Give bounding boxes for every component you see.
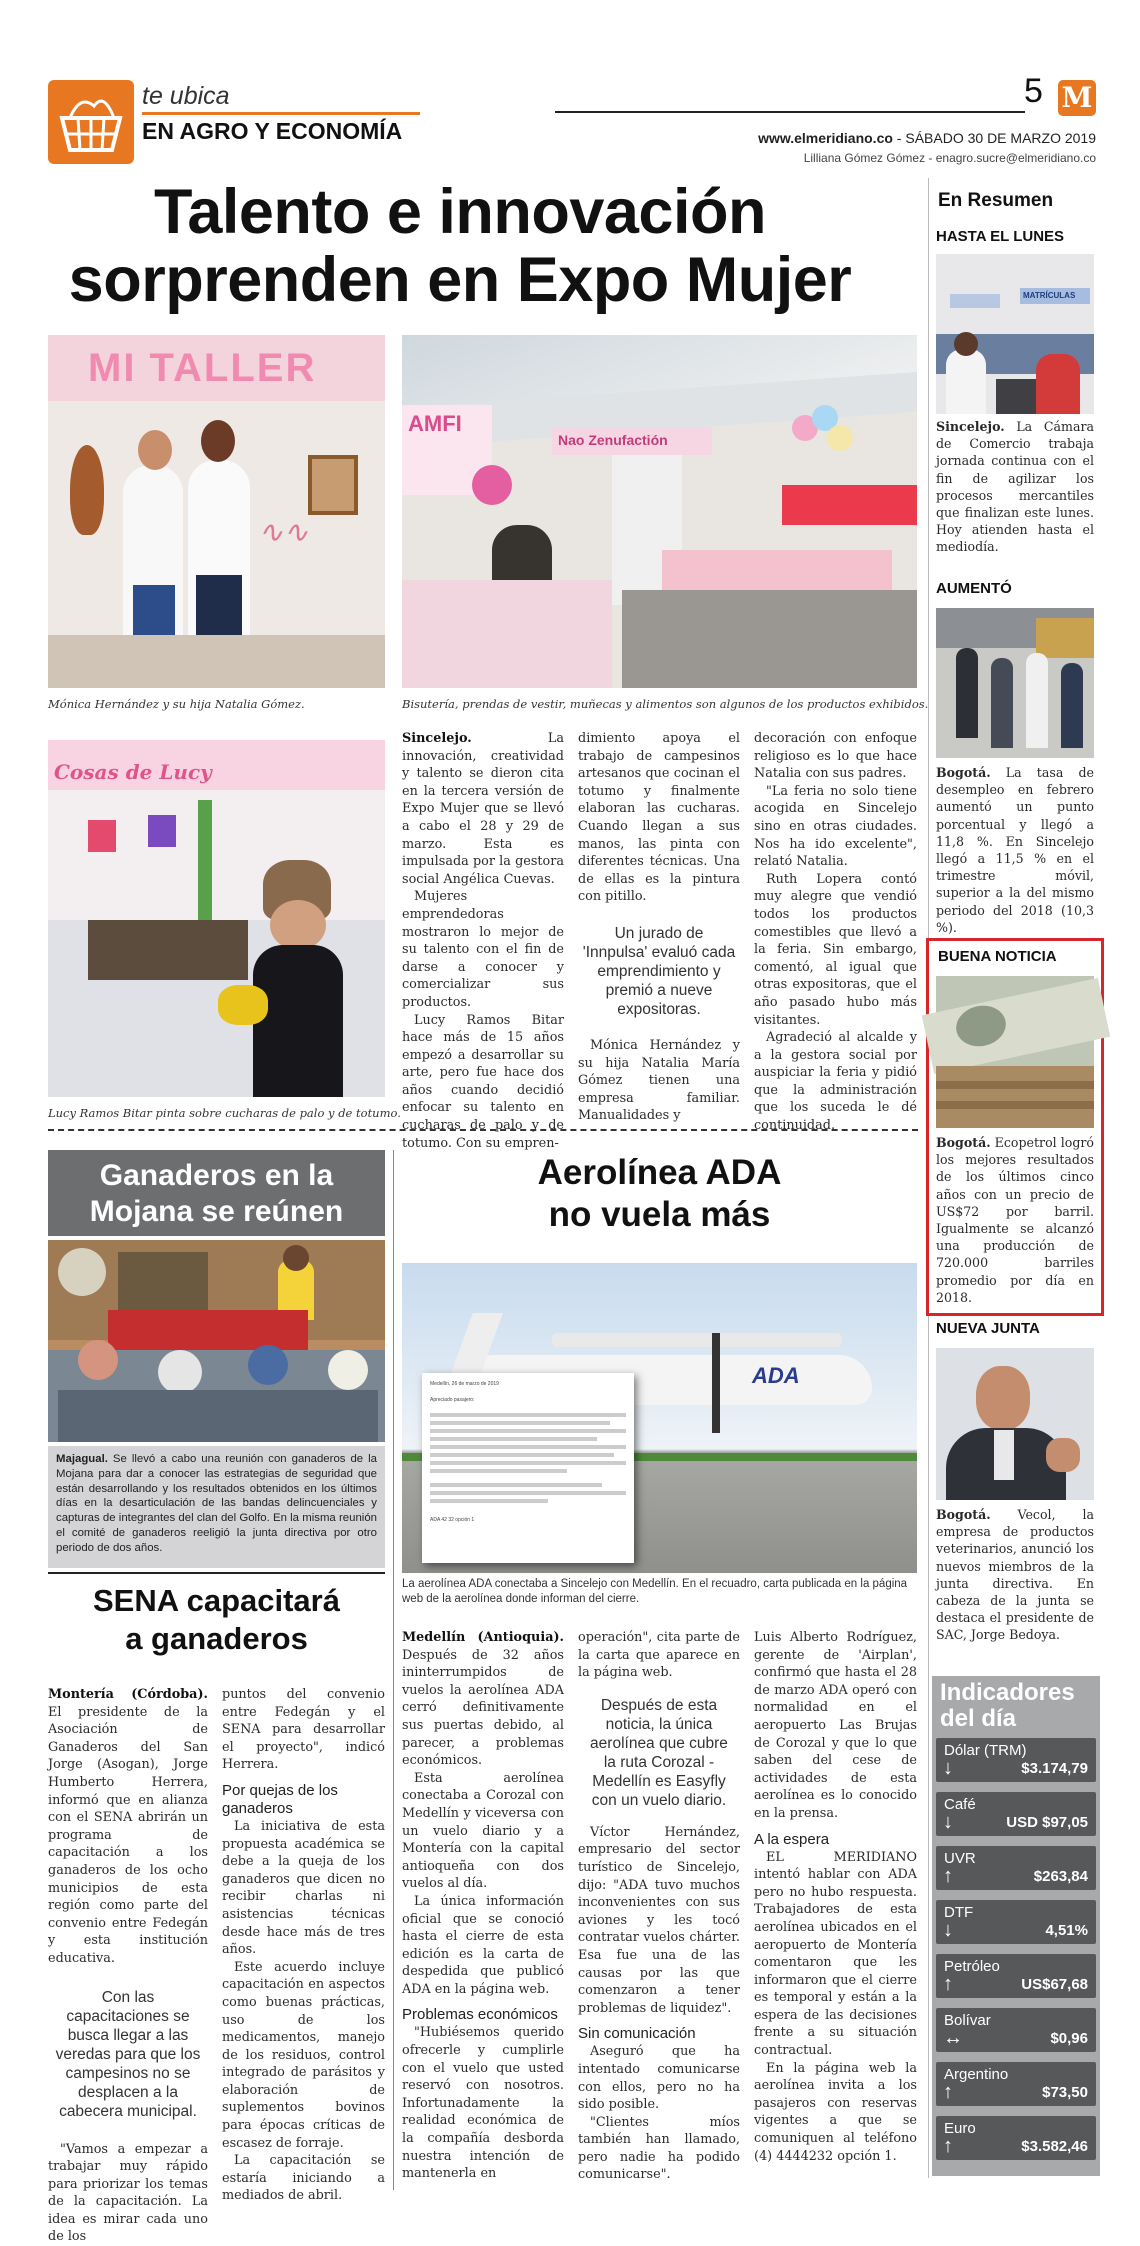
indicator-arrow-icon: ↑ [943, 1973, 953, 1995]
photo3-caption: Lucy Ramos Bitar pinta sobre cucharas de palo y de totumo. [48, 1106, 401, 1120]
ada-headline: Aerolínea ADA no vuela más [537, 1153, 782, 1234]
header-rule [555, 111, 1025, 113]
sidebar-head-2: AUMENTÓ [936, 580, 1012, 597]
sena-headline: SENA capacitará a ganaderos [93, 1583, 340, 1656]
photo1-sign: MI TALLER [48, 335, 385, 401]
ada-pull-quote: Después de esta noticia, la única aerolínea que cubre la ruta Corozal - Medellín es Easyfly con un vuelo diario. [590, 1696, 728, 1809]
site-url[interactable]: www.elmeridiano.co [758, 130, 893, 146]
indicator-name: UVR [944, 1850, 976, 1867]
ada-col-3: Luis Alberto Rodríguez, gerente de 'Airplan', confirmó que hasta el 28 de marzo ADA operó con normalidad en el aeropuerto Las Brujas de Corozal y que lo que saben del cese de actividades de esta aerolínea es lo conocido en la prensa. A la espera EL MERIDIANO intentó hablar con ADA pero no hubo respuesta. Trabajadores de esta aerolínea ubicados en el aeropuerto de Montería comentaron que les informaron que el cierre es temporal y están a la espera de las decisiones frente a su situación contractual. En la página web la aerolínea invita a los pasajeros con reservas vigentes a que se comuniquen al teléfono (4) 4444232 opción 1. [754, 1630, 917, 2164]
photo-mi-taller: MI TALLER ∿∿ [48, 335, 385, 688]
section-divider [48, 1129, 918, 1131]
indicator-arrow-icon: ↓ [943, 1811, 953, 1833]
main-col-1: Sincelejo. La innovación, creatividad y talento se dieron cita en la tercera versión de Expo Mujer que se llevó a cabo el 28 y 29 de marzo. Esta es impulsada por la gestora social Angélica Cuevas. Mujeres emprendedoras mostraron lo mejor de su talento con el fin de darse a conocer y comercializar sus productos. Lucy Ramos Bitar hace más de 15 años empezó a desarrollar su arte, pero fue hace dos años cuando decidió enfocar su talento en cucharas de palo y de totumo. Con su empren- [402, 731, 564, 1151]
indicator-0 [936, 1738, 1096, 1782]
main-col-3: decoración con enfoque religioso es lo que hace Natalia con sus padres. "La feria no solo tiene acogida en Sincelejo sino en otras ciudades. Nos ha ido excelente", relató Natalia. Ruth Lopera contó muy alegre que vendió todos los productos comestibles que llevó a la feria. Sin embargo, comentó, al igual que otras expositoras, que el año pasado hubo más visitantes. Agradeció al alcalde y a la gestora social por auspiciar la feria y pidió que la administración que los suceda le dé continuidad. [754, 731, 917, 1134]
indicators-title: Indicadores del día [940, 1679, 1075, 1732]
sidebar-photo-1 [936, 254, 1094, 414]
main-pull-quote: Un jurado de 'Innpulsa' evaluó cada emprendimiento y premió a nueve expositoras. [582, 924, 736, 1018]
page-number: 5 [1024, 72, 1043, 110]
main-headline-line2: sorprenden en Expo Mujer [68, 245, 852, 315]
indicator-arrow-icon: ↓ [943, 1919, 953, 1941]
indicator-arrow-icon: ↔ [943, 2027, 963, 2049]
main-col-2: dimiento apoya el trabajo de campesinos artesanos que cocinan el totumo y finalmente elaboran las cucharas. Cuando llegan a sus manos, las pinta con diferentes técnicas. Una de ellas es la pintura con pitillo. Un jurado de 'Innpulsa' evaluó cada emprendimiento y premió a nueve expositoras. Mónica Hernández y su hija Natalia María Gómez tienen una empresa familiar. Manualidades y [578, 731, 740, 1124]
indicator-value: $3.582,46 [1021, 2138, 1088, 2155]
sidebar-text-1: Sincelejo. La Cámara de Comercio trabaja jornada continua con el fin de agilizar los procesos mercantiles que finalizan este lunes. Hoy atienden hasta el mediodía. [936, 419, 1094, 555]
indicator-name: Dólar (TRM) [944, 1742, 1027, 1759]
indicator-name: Café [944, 1796, 976, 1813]
sidebar-head-1: HASTA EL LUNES [936, 228, 1065, 245]
indicator-4 [936, 1954, 1096, 1998]
sidebar-head-3: BUENA NOTICIA [938, 948, 1057, 965]
ada-photo-caption: La aerolínea ADA conectaba a Sincelejo con Medellín. En el recuadro, carta publicada en la página web de la aerolínea donde informan del cierre. [402, 1578, 908, 1605]
photo1-caption: Mónica Hernández y su hija Natalia Gómez. [48, 697, 305, 711]
photo-ganaderos-meeting [48, 1240, 385, 1442]
ganaderos-headline: Ganaderos en la Mojana se reúnen [48, 1150, 385, 1236]
indicator-7 [936, 2116, 1096, 2160]
indicator-value: 4,51% [1045, 1922, 1088, 1939]
indicator-value: $0,96 [1050, 2030, 1088, 2047]
main-headline [30, 178, 890, 314]
sidebar-title: En Resumen [938, 190, 1054, 211]
sidebar-photo-4 [936, 1348, 1094, 1500]
sidebar-photo1-label: MATRÍCULAS [1020, 288, 1090, 304]
ada-subhead-2: Sin comunicación [578, 2025, 696, 2043]
indicator-arrow-icon: ↑ [943, 2081, 953, 2103]
issue-date: - SÁBADO 30 DE MARZO 2019 [892, 130, 1096, 146]
logo-letter: M [1061, 81, 1093, 114]
byline: Lilliana Gómez Gómez - enagro.sucre@elmeridiano.co [803, 151, 1096, 165]
letter-date: Medellín, 26 de marzo de 2019 [430, 1381, 499, 1387]
indicator-value: USD $97,05 [1006, 1814, 1088, 1831]
indicator-name: Argentino [944, 2066, 1009, 2083]
indicator-arrow-icon: ↑ [943, 2135, 953, 2157]
photo2-sign: Nao Zenufactión [552, 427, 712, 455]
photo2-caption: Bisutería, prendas de vestir, muñecas y alimentos son algunos de los productos exhibidos. [402, 697, 929, 711]
photo3-sign: Cosas de Lucy [54, 760, 212, 784]
sidebar-text-2: Bogotá. La tasa de desempleo en febrero aumentó un punto porcentual y llegó a 11,8 %. En Sincelejo llegó a 11,5 % en el trimestre móvil, superior a la del mismo periodo del 2018 (10,3 %). [936, 765, 1094, 935]
main-headline-line1: Talento e innovación [154, 177, 766, 247]
indicator-arrow-icon: ↓ [943, 1757, 953, 1779]
ada-dateline: Medellín (Antioquia). [402, 1630, 564, 1645]
ganaderos-rule [48, 1572, 385, 1574]
ganaderos-brief: Majagual. Se llevó a cabo una reunión con ganaderos de la Mojana para dar a conocer las estrategias de seguridad que están desarrollando y los resultados obtenidos en los últimos días en la desarticulación de las bandas delincuenciales y capturas de integrantes del clan del Golfo. En la misma reunión el comité de ganaderos reeligió la junta directiva por otro periodo de dos años. [48, 1446, 385, 1568]
indicator-value: US$67,68 [1021, 1976, 1088, 1993]
main-dateline: Sincelejo. [402, 731, 472, 746]
indicator-name: Bolívar [944, 2012, 991, 2029]
ada-letter-inset [422, 1373, 634, 1563]
section-rule [142, 112, 420, 115]
section-logo [48, 80, 134, 164]
sidebar-text-3: Bogotá. Ecopetrol logró los mejores resultados de los últimos cinco años con un precio de US$72 por barril. Igualmente se alcanzó una producción de 720.000 barriles promedio por día en 2018. [936, 1135, 1094, 1305]
indicator-6 [936, 2062, 1096, 2106]
sena-pull-quote: Con las capacitaciones se busca llegar a las veredas para que los campesinos no se desplacen a la cabecera municipal. [55, 1988, 201, 2120]
ganaderos-dateline: Majagual. [56, 1453, 108, 1465]
section-top-label: te ubica [142, 82, 230, 110]
photo-ada-plane [402, 1263, 917, 1573]
ada-subhead-3: A la espera [754, 1830, 830, 1848]
sidebar-head-4: NUEVA JUNTA [936, 1320, 1040, 1337]
indicator-arrow-icon: ↑ [943, 1865, 953, 1887]
sena-col-2: puntos del convenio entre Fedegán y el SENA para desarrollar el proyecto", indicó Herrera. Por quejas de los ganaderos La iniciativa de esta propuesta académica se debe a la queja de los ganaderos que dicen no recibir charlas ni asistencias técnicas desde hace más de tres años. Este acuerdo incluye capacitación en aspectos como buenas prácticas, uso de los medicamentos, manejo de los residuos, control integrado de parásitos y elaboración de suplementos bovinos para épocas críticas de escasez de forraje. La capacitación se estaría iniciando a mediados de abril. [222, 1687, 385, 2204]
photo-expo-stands: AMFI Nao Zenufactión [402, 335, 917, 688]
indicator-3 [936, 1900, 1096, 1944]
sena-col-1: Montería (Córdoba). El presidente de la Asociación de Ganaderos del San Jorge (Asogan), Jorge Humberto Herrera, informó que en alianza con el SENA abrirán un programa de capacitación a los ganaderos de los ocho municipios de esta región como parte del convenio entre Fedegán y esta institución educativa. Con las capacitaciones se busca llegar a las veredas para que los campesinos no se desplacen a la cabecera municipal. "Vamos a empezar a trabajar muy rápido para priorizar los temas de la capacitación. La idea es mirar cada uno de los [48, 1687, 208, 2245]
plane-logo: ADA [752, 1363, 800, 1388]
ada-col-2: operación", cita parte de la carta que aparece en la página web. Después de esta noticia, la única aerolínea que cubre la ruta Corozal - Medellín es Easyfly con un vuelo diario. Víctor Hernández, empresario del sector turístico de Sincelejo, dijo: "ADA tuvo muchos inconvenientes con sus aviones y les tocó contratar vuelos chárter. Esa fue una de las causas por las que comenzaron a tener problemas de liquidez". Sin comunicación Aseguró que ha intentado comunicarse con ellos, pero no ha sido posible. "Clientes míos también han llamado, pero nadie ha podido comunicarse". [578, 1630, 740, 2183]
letter-salutation: Apreciado pasajero: [430, 1397, 475, 1403]
sena-dateline: Montería (Córdoba). [48, 1687, 208, 1702]
indicator-5 [936, 2008, 1096, 2052]
newspaper-logo [1058, 80, 1096, 116]
indicator-value: $263,84 [1033, 1868, 1088, 1885]
indicator-value: $3.174,79 [1021, 1760, 1088, 1777]
indicator-name: Petróleo [944, 1958, 1000, 1975]
sidebar-photo-2 [936, 608, 1094, 758]
ada-subhead-1: Problemas económicos [402, 2006, 558, 2024]
photo-cosas-de-lucy [48, 740, 385, 1097]
indicator-2 [936, 1846, 1096, 1890]
sidebar-text-4: Bogotá. Vecol, la empresa de productos veterinarios, anunció los nuevos miembros de la junta directiva. En cabeza de la junta se destaca el presidente de SAC, Jorge Bedoya. [936, 1507, 1094, 1643]
letter-sign: ADA 42 32 opción 1 [430, 1517, 475, 1523]
column-divider [393, 1150, 394, 2190]
indicator-name: DTF [944, 1904, 974, 1921]
sidebar-photo-3 [936, 976, 1094, 1128]
indicator-value: $73,50 [1042, 2084, 1088, 2101]
ada-col-1: Medellín (Antioquia). Después de 32 años ininterrumpidos de vuelos la aerolínea ADA cerró definitivamente sus puertas debido, al parecer, a problemas económicos. Esta aerolínea conectaba a Corozal con Medellín y viceversa con un vuelo diario y a Montería con la capital antioqueña con dos vuelos al día. La única información oficial que se conoció hasta el cierre de esta edición es la carta de despedida que publicó ADA en la página web. Problemas económicos "Hubiésemos querido ofrecerle y cumplirle con el vuelo que usted reservó con nosotros. Infortunadamente la realidad económica de la compañía desborda nuestra intención de mantenerla en [402, 1630, 564, 2182]
section-main-label: EN AGRO Y ECONOMÍA [142, 118, 403, 144]
basket-icon [48, 80, 134, 164]
sena-subhead: Por quejas de los ganaderos [222, 1781, 338, 1817]
indicator-1 [936, 1792, 1096, 1836]
indicator-name: Euro [944, 2120, 976, 2137]
dateline [716, 130, 1096, 146]
